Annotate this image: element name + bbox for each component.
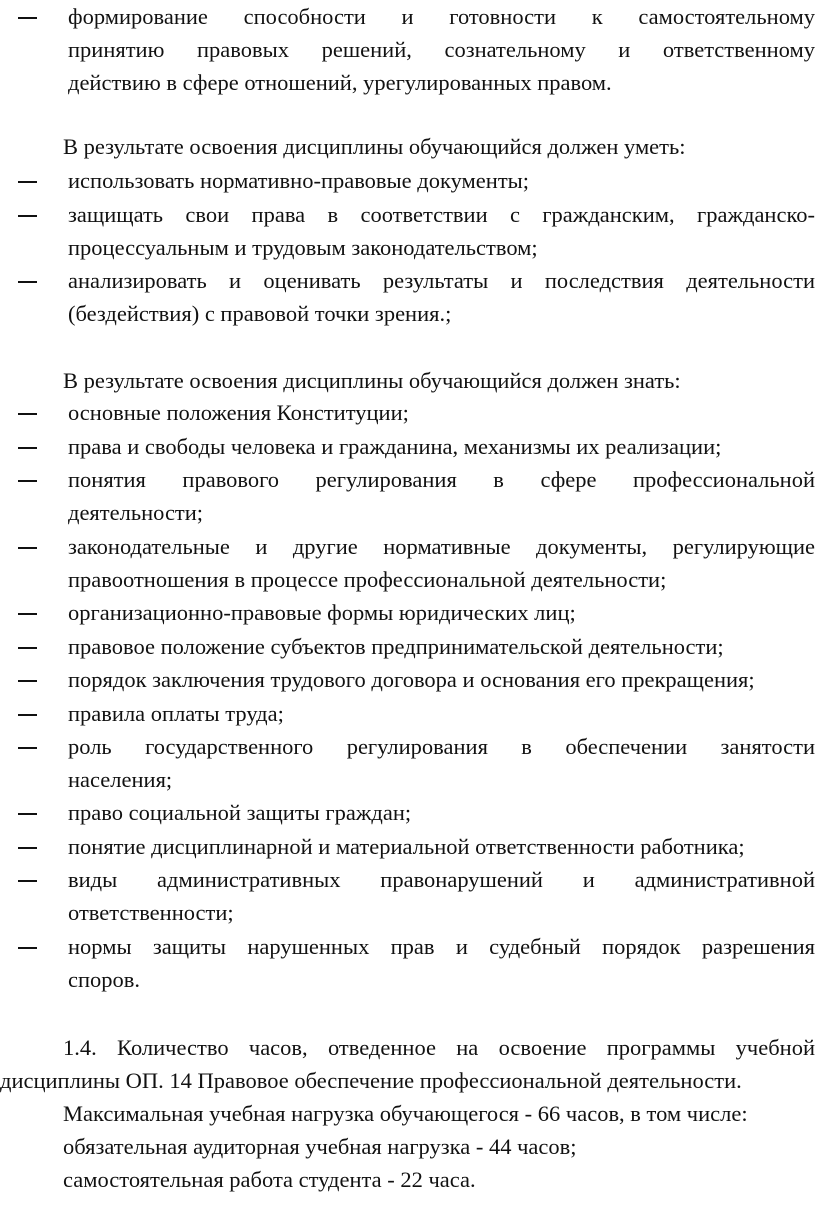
item-line: права и свободы человека и гражданина, механизмы их реализации; (68, 434, 722, 459)
class-load-text: обязательная аудиторная учебная нагрузка - 44 часов; (63, 1134, 577, 1159)
bullet-dash (18, 17, 37, 19)
bullet-dash (18, 281, 37, 283)
item-line: процессуальным и трудовым законодательством; (68, 235, 538, 260)
bullet-dash (18, 647, 37, 649)
bullet-dash (18, 714, 37, 716)
item-line: понятия правового регулирования в сфере профессиональной (68, 467, 815, 492)
item-line: право социальной защиты граждан; (68, 800, 412, 825)
item-line: использовать нормативно-правовые документы; (68, 168, 530, 193)
item-line: правоотношения в процессе профессиональной деятельности; (68, 567, 667, 592)
bullet-dash (18, 613, 37, 615)
bullet-dash (18, 880, 37, 882)
bullet-dash (18, 947, 37, 949)
item-line: (бездействия) с правовой точки зрения.; (68, 301, 452, 326)
item-line: формирование способности и готовности к самостоятельному (68, 4, 815, 29)
bullet-dash (18, 480, 37, 482)
bullet-dash (18, 215, 37, 217)
item-line: порядок заключения трудового договора и основания его прекращения; (68, 667, 755, 692)
item-line: законодательные и другие нормативные документы, регулирующие (68, 534, 815, 559)
bullet-dash (18, 847, 37, 849)
item-line: населения; (68, 767, 173, 792)
item-line: принятию правовых решений, сознательному и ответственному (68, 37, 815, 62)
bullet-dash (18, 413, 37, 415)
item-line: действию в сфере отношений, урегулированных правом. (68, 70, 612, 95)
item-line: правовое положение субъектов предпринимательской деятельности; (68, 634, 724, 659)
hours-line: дисциплины ОП. 14 Правовое обеспечение профессиональной деятельности. (0, 1068, 742, 1093)
bullet-dash (18, 747, 37, 749)
item-line: споров. (68, 967, 141, 992)
item-line: виды административных правонарушений и административной (68, 867, 815, 892)
item-line: защищать свои права в соответствии с гражданским, гражданско- (68, 202, 815, 227)
item-line: нормы защиты нарушенных прав и судебный порядок разрешения (68, 934, 815, 959)
bullet-dash (18, 547, 37, 549)
bullet-dash (18, 680, 37, 682)
bullet-dash (18, 181, 37, 183)
knowledge-intro: В результате освоения дисциплины обучающийся должен знать: (63, 368, 681, 393)
bullet-dash (18, 447, 37, 449)
max-load-text: Максимальная учебная нагрузка обучающегося - 66 часов, в том числе: (63, 1101, 748, 1126)
hours-line: 1.4. Количество часов, отведенное на освоение программы учебной (63, 1035, 815, 1060)
self-work-text: самостоятельная работа студента - 22 часа. (63, 1167, 476, 1192)
bullet-dash (18, 813, 37, 815)
item-line: деятельности; (68, 500, 204, 525)
item-line: правила оплаты труда; (68, 701, 284, 726)
item-line: организационно-правовые формы юридических лиц; (68, 600, 576, 625)
item-line: ответственности; (68, 900, 234, 925)
item-line: анализировать и оценивать результаты и последствия деятельности (68, 268, 815, 293)
hours-paragraph (0, 1031, 815, 1097)
item-line: основные положения Конституции; (68, 400, 409, 425)
item-line: понятие дисциплинарной и материальной ответственности работника; (68, 834, 745, 859)
skills-intro: В результате освоения дисциплины обучающийся должен уметь: (63, 134, 686, 159)
item-line: роль государственного регулирования в обеспечении занятости (68, 734, 815, 759)
